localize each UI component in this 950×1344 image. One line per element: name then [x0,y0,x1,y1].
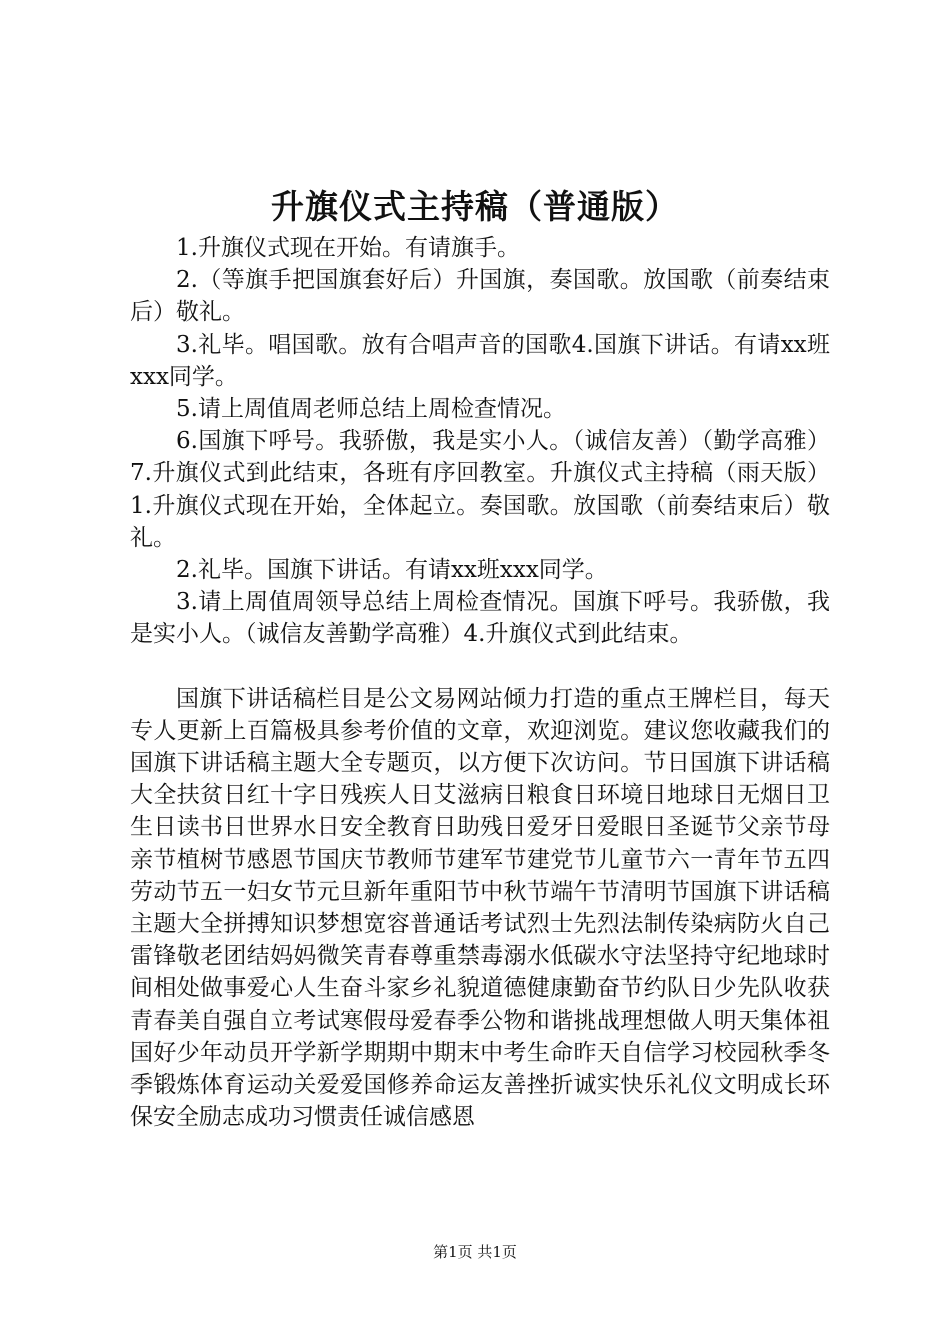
paragraph-5: 6.国旗下呼号。我骄傲，我是实小人。（诚信友善）（勤学高雅）7.升旗仪式到此结束，各班有序回教室。升旗仪式主持稿（雨天版）1.升旗仪式现在开始，全体起立。奏国歌。放国歌（前奏结束后）敬礼。 [130,428,830,551]
paragraph-6: 2.礼毕。国旗下讲话。有请xx班xxx同学。 [176,557,608,584]
paragraph-1: 1.升旗仪式现在开始。有请旗手。 [176,235,520,261]
document-title: 升旗仪式主持稿（普通版） [271,187,679,226]
paragraph-4: 5.请上周值周老师总结上周检查情况。 [176,396,566,423]
paragraph-7: 3.请上周值周领导总结上周检查情况。国旗下呼号。我骄傲，我是实小人。（诚信友善勤学高雅）4.升旗仪式到此结束。 [130,589,830,648]
promo-paragraph: 国旗下讲话稿栏目是公文易网站倾力打造的重点王牌栏目，每天专人更新上百篇极具参考价值的文章，欢迎浏览。建议您收藏我们的国旗下讲话稿主题大全专题页，以方便下次访问。节日国旗下讲话稿大全扶贫日红十字日残疾人日艾滋病日粮食日环境日地球日无烟日卫生日读书日世界水日安全教育日助残日爱牙日爱眼日圣诞节父亲节母亲节植树节感恩节国庆节教师节建军节建党节儿童节六一青年节五四劳动节五一妇女节元旦新年重阳节中秋节端午节清明节国旗下讲话稿主题大全拼搏知识梦想宽容普通话考试烈士先烈法制传染病防火自己雷锋敬老团结妈妈微笑青春尊重禁毒溺水低碳水守法坚持守纪地球时间相处做事爱心人生奋斗家乡礼貌道德健康勤奋节约队日少先队收获青春美自强自立考试寒假母爱春季公物和谐挑战理想做人明天集体祖国好少年动员开学新学期期中期末中考生命昨天自信学习校园秋季冬季锻炼体育运动关爱爱国修养命运友善挫折诚实快乐礼仪文明成长环保安全励志成功习惯责任诚信感恩 [130,685,830,1131]
page-footer: 第1页 共1页 [433,1243,517,1261]
paragraph-spacer [130,651,830,683]
paragraph-3: 3.礼毕。唱国歌。放有合唱声音的国歌4.国旗下讲话。有请xx班xxx同学。 [130,331,830,390]
paragraph-2: 2.（等旗手把国旗套好后）升国旗，奏国歌。放国歌（前奏结束后）敬礼。 [130,267,830,326]
document-body [130,232,830,1133]
